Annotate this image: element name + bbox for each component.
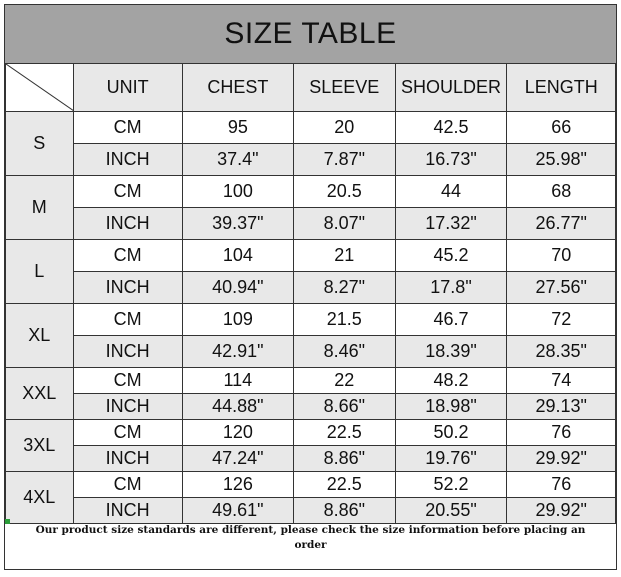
- measurement-cell: 45.2: [395, 240, 507, 272]
- unit-cell: INCH: [73, 208, 182, 240]
- header-row: [6, 64, 616, 112]
- measurement-cell: 27.56": [507, 272, 616, 304]
- size-chart-frame: [4, 4, 617, 570]
- measurement-cell: 25.98": [507, 144, 616, 176]
- measurement-cell: 21.5: [294, 304, 396, 336]
- unit-cell: CM: [73, 420, 182, 446]
- unit-cell: INCH: [73, 498, 182, 524]
- table-row: [6, 304, 616, 336]
- measurement-cell: 52.2: [395, 472, 507, 498]
- unit-cell: INCH: [73, 394, 182, 420]
- header-length: LENGTH: [507, 64, 616, 112]
- unit-cell: INCH: [73, 446, 182, 472]
- table-row: [6, 336, 616, 368]
- size-note: Our product size standards are different, please check the size information before placing an order: [35, 524, 586, 551]
- measurement-cell: 17.8": [395, 272, 507, 304]
- table-row: [6, 240, 616, 272]
- measurement-cell: 100: [182, 176, 293, 208]
- size-label: L: [6, 240, 74, 304]
- measurement-cell: 44.88": [182, 394, 293, 420]
- measurement-cell: 126: [182, 472, 293, 498]
- size-label: M: [6, 176, 74, 240]
- size-table-body: [6, 64, 616, 524]
- measurement-cell: 47.24": [182, 446, 293, 472]
- measurement-cell: 8.66": [294, 394, 396, 420]
- measurement-cell: 20.55": [395, 498, 507, 524]
- measurement-cell: 8.07": [294, 208, 396, 240]
- measurement-cell: 74: [507, 368, 616, 394]
- unit-cell: INCH: [73, 336, 182, 368]
- measurement-cell: 28.35": [507, 336, 616, 368]
- measurement-cell: 29.92": [507, 498, 616, 524]
- unit-cell: INCH: [73, 272, 182, 304]
- measurement-cell: 76: [507, 420, 616, 446]
- table-row: [6, 272, 616, 304]
- size-label: XXL: [6, 368, 74, 420]
- measurement-cell: 95: [182, 112, 293, 144]
- unit-cell: CM: [73, 304, 182, 336]
- measurement-cell: 40.94": [182, 272, 293, 304]
- unit-cell: CM: [73, 240, 182, 272]
- measurement-cell: 42.91": [182, 336, 293, 368]
- table-row: [6, 144, 616, 176]
- diagonal-divider: [6, 64, 74, 111]
- header-chest: CHEST: [182, 64, 293, 112]
- measurement-cell: 44: [395, 176, 507, 208]
- unit-cell: CM: [73, 112, 182, 144]
- unit-cell: INCH: [73, 144, 182, 176]
- measurement-cell: 114: [182, 368, 293, 394]
- measurement-cell: 50.2: [395, 420, 507, 446]
- measurement-cell: 109: [182, 304, 293, 336]
- table-row: [6, 368, 616, 394]
- measurement-cell: 48.2: [395, 368, 507, 394]
- table-row: [6, 498, 616, 524]
- measurement-cell: 19.76": [395, 446, 507, 472]
- size-label: 4XL: [6, 472, 74, 524]
- measurement-cell: 18.98": [395, 394, 507, 420]
- measurement-cell: 120: [182, 420, 293, 446]
- measurement-cell: 68: [507, 176, 616, 208]
- table-row: [6, 112, 616, 144]
- measurement-cell: 21: [294, 240, 396, 272]
- measurement-cell: 8.86": [294, 446, 396, 472]
- measurement-cell: 18.39": [395, 336, 507, 368]
- unit-cell: CM: [73, 368, 182, 394]
- table-row: [6, 394, 616, 420]
- measurement-cell: 29.92": [507, 446, 616, 472]
- measurement-cell: 49.61": [182, 498, 293, 524]
- table-row: [6, 420, 616, 446]
- unit-cell: CM: [73, 176, 182, 208]
- measurement-cell: 76: [507, 472, 616, 498]
- measurement-cell: 20: [294, 112, 396, 144]
- size-label: 3XL: [6, 420, 74, 472]
- measurement-cell: 22: [294, 368, 396, 394]
- measurement-cell: 8.86": [294, 498, 396, 524]
- table-row: [6, 472, 616, 498]
- measurement-cell: 46.7: [395, 304, 507, 336]
- size-label: S: [6, 112, 74, 176]
- unit-cell: CM: [73, 472, 182, 498]
- table-title: SIZE TABLE: [5, 5, 616, 64]
- header-unit: UNIT: [73, 64, 182, 112]
- table-row: [6, 446, 616, 472]
- table-row: [6, 208, 616, 240]
- table-row: [6, 176, 616, 208]
- measurement-cell: 22.5: [294, 420, 396, 446]
- measurement-cell: 70: [507, 240, 616, 272]
- measurement-cell: 104: [182, 240, 293, 272]
- measurement-cell: 66: [507, 112, 616, 144]
- measurement-cell: 72: [507, 304, 616, 336]
- measurement-cell: 22.5: [294, 472, 396, 498]
- measurement-cell: 39.37": [182, 208, 293, 240]
- measurement-cell: 8.27": [294, 272, 396, 304]
- size-table: [5, 63, 616, 524]
- size-label: XL: [6, 304, 74, 368]
- measurement-cell: 26.77": [507, 208, 616, 240]
- measurement-cell: 42.5: [395, 112, 507, 144]
- measurement-cell: 37.4": [182, 144, 293, 176]
- corner-cell: [6, 64, 74, 112]
- measurement-cell: 7.87": [294, 144, 396, 176]
- header-shoulder: SHOULDER: [395, 64, 507, 112]
- measurement-cell: 17.32": [395, 208, 507, 240]
- measurement-cell: 20.5: [294, 176, 396, 208]
- header-sleeve: SLEEVE: [294, 64, 396, 112]
- measurement-cell: 29.13": [507, 394, 616, 420]
- measurement-cell: 8.46": [294, 336, 396, 368]
- measurement-cell: 16.73": [395, 144, 507, 176]
